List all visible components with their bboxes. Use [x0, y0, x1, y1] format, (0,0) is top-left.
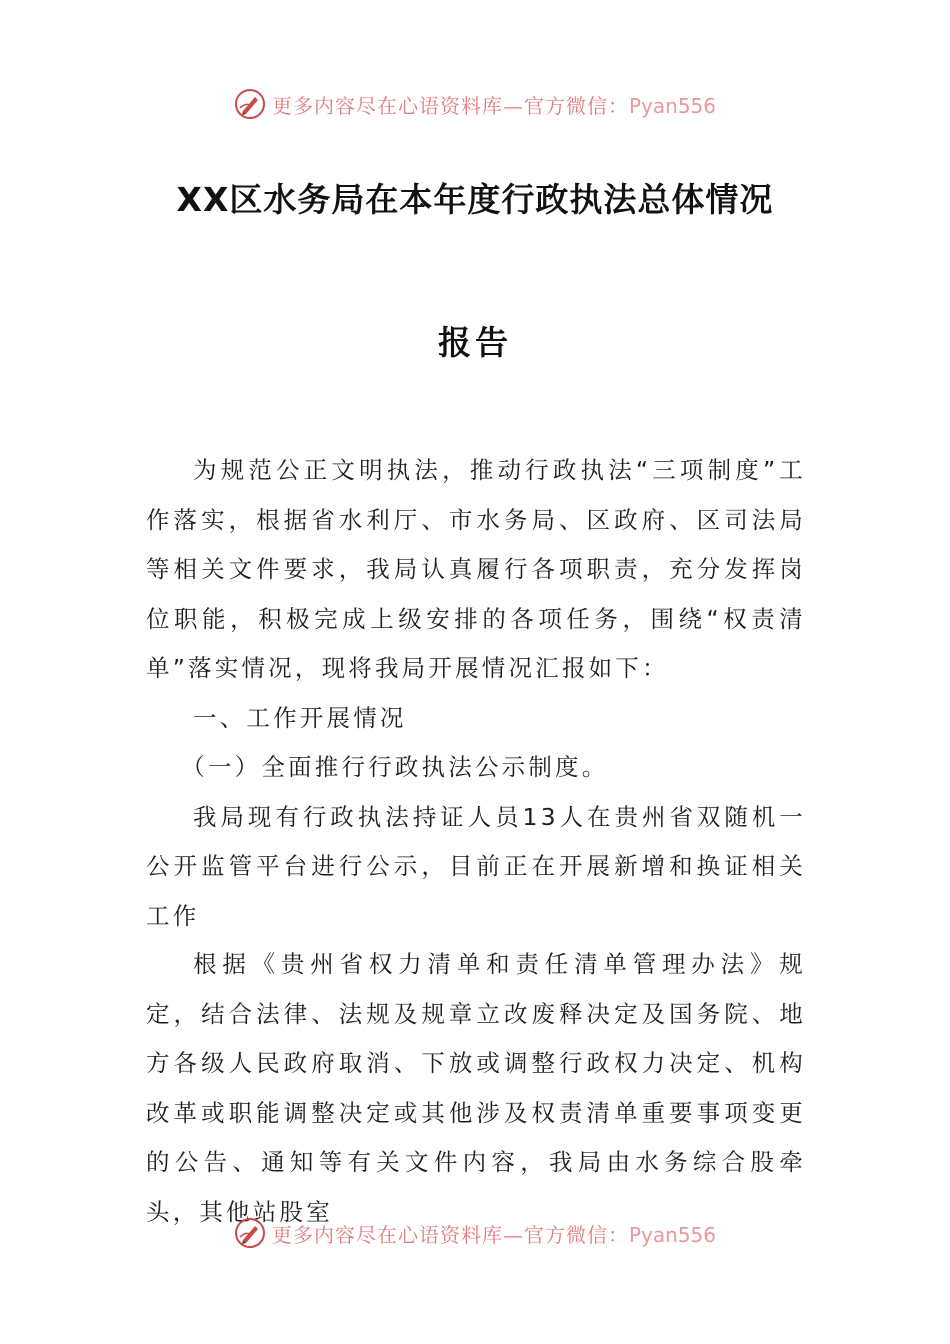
watermark-footer	[0, 1211, 950, 1255]
watermark-text: 更多内容尽在心语资料库—官方微信：Pyan556	[271, 93, 716, 118]
pen-logo-icon	[234, 1217, 266, 1249]
document-title: XX区水务局在本年度行政执法总体情况	[176, 180, 774, 219]
subsection-paragraph: 我局现有行政执法持证人员13人在贵州省双随机一公开监管平台进行公示，目前正在开展新增和换证相关工作	[146, 802, 806, 930]
document-body-continued	[146, 940, 806, 1237]
subsection-heading: （一）全面推行行政执法公示制度。	[181, 753, 609, 781]
watermark-text: 更多内容尽在心语资料库—官方微信：Pyan556	[271, 1222, 716, 1247]
document-body	[146, 446, 806, 941]
watermark-wechat-id: Pyan556	[628, 1222, 716, 1247]
document-title-continued: 报告	[438, 323, 512, 362]
pen-logo-icon	[234, 88, 266, 120]
intro-paragraph: 为规范公正文明执法，推动行政执法“三项制度”工作落实，根据省水利厅、市水务局、区政府、区司法局等相关文件要求，我局认真履行各项职责，充分发挥岗位职能，积极完成上级安排的各项任务，围绕“权责清单”落实情况，现将我局开展情况汇报如下：	[146, 456, 806, 682]
body-paragraph: 根据《贵州省权力清单和责任清单管理办法》规定，结合法律、法规及规章立改废释决定及国务院、地方各级人民政府取消、下放或调整行政权力决定、机构改革或职能调整决定或其他涉及权责清单重要事项变更的公告、通知等有关文件内容，我局由水务综合股牵头，其他站股室	[146, 950, 806, 1226]
watermark-header	[0, 82, 950, 126]
watermark-wechat-id: Pyan556	[628, 93, 716, 118]
section-heading: 一、工作开展情况	[193, 703, 407, 732]
